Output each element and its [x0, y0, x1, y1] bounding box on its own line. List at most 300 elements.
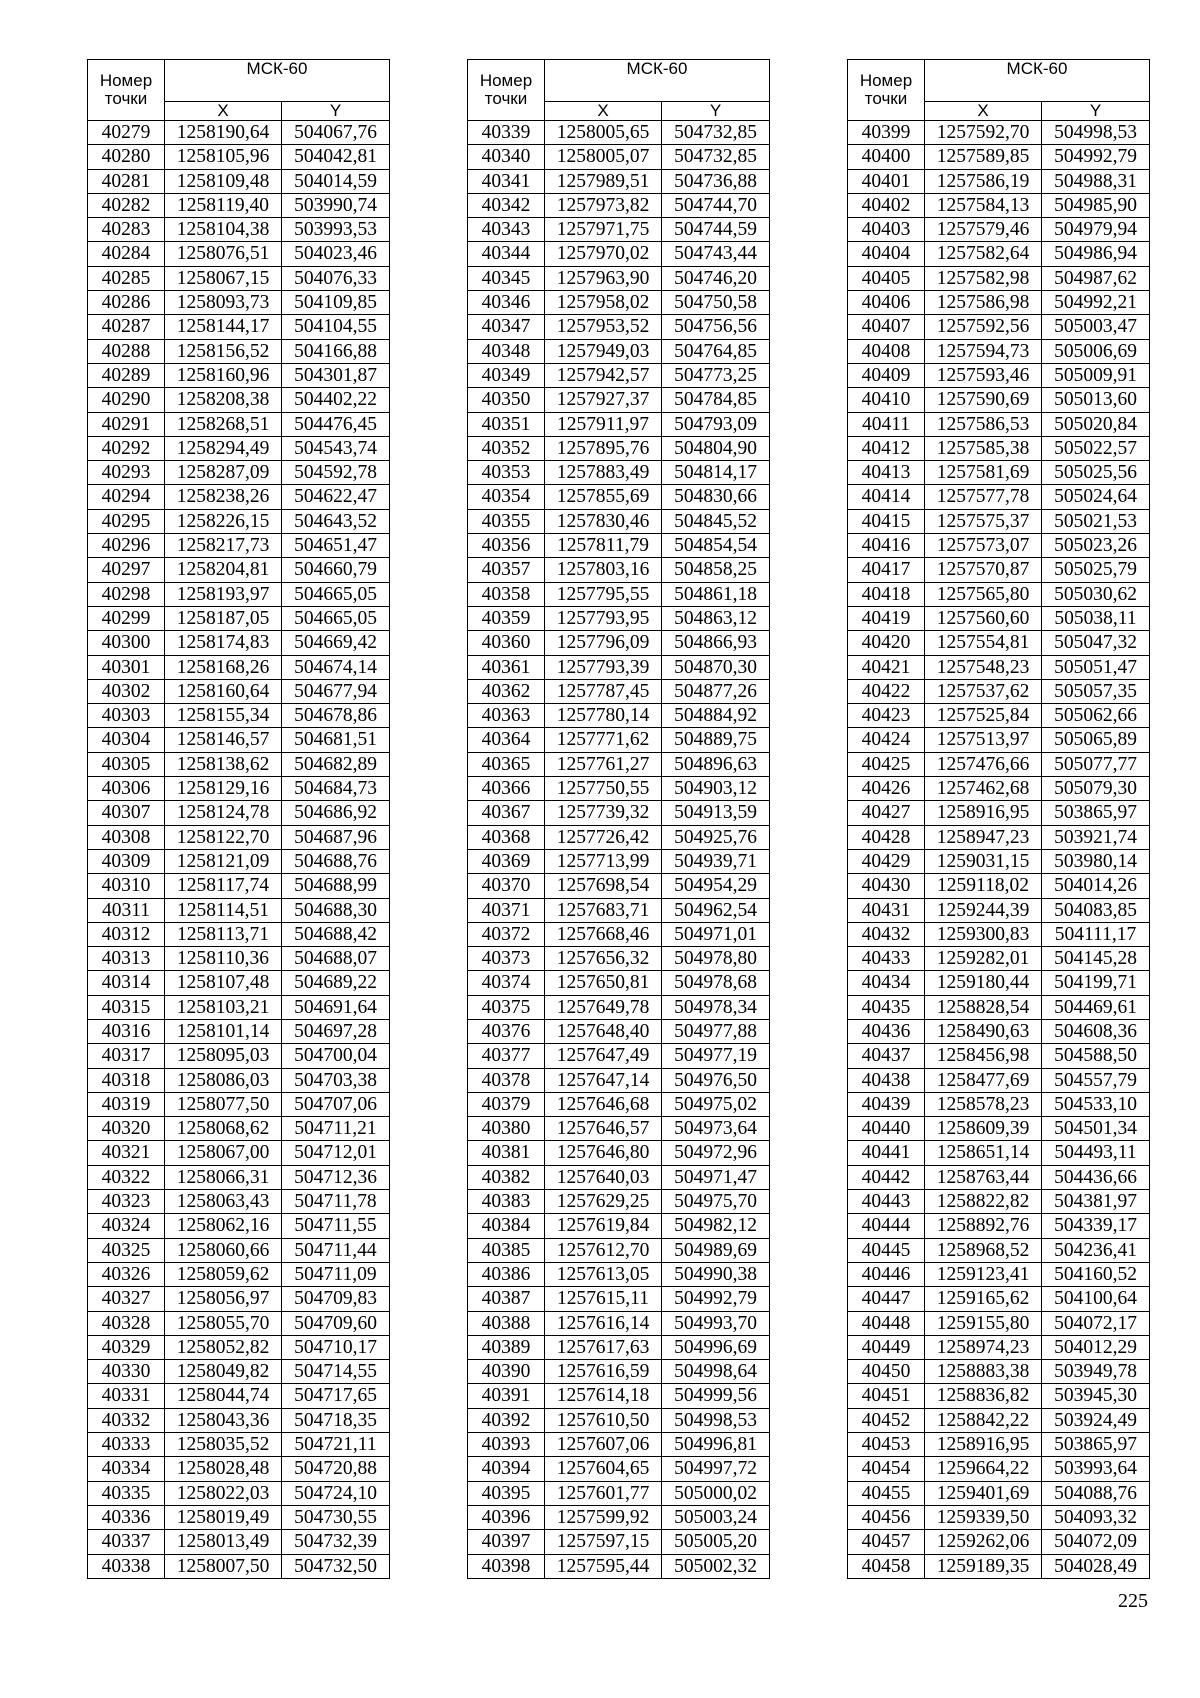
table-row	[848, 777, 1150, 801]
y-coordinate-cell: 504861,18	[662, 582, 770, 606]
y-coordinate-cell: 504736,88	[662, 169, 770, 193]
point-number-cell: 40376	[468, 1019, 545, 1043]
point-number-cell: 40383	[468, 1190, 545, 1214]
table-row	[88, 315, 390, 339]
x-coordinate-cell: 1258093,73	[165, 291, 282, 315]
point-number-cell: 40416	[848, 534, 925, 558]
table-row	[848, 631, 1150, 655]
y-coordinate-cell: 504998,64	[662, 1360, 770, 1384]
x-coordinate-cell: 1259300,83	[925, 922, 1042, 946]
table-row	[88, 193, 390, 217]
point-number-cell: 40309	[88, 849, 165, 873]
point-number-cell: 40386	[468, 1262, 545, 1286]
point-number-cell: 40360	[468, 631, 545, 655]
table-row	[468, 436, 770, 460]
table-row	[848, 1505, 1150, 1529]
point-number-cell: 40280	[88, 145, 165, 169]
table-row	[88, 266, 390, 290]
table-row	[88, 1044, 390, 1068]
y-coordinate-cell: 503921,74	[1042, 825, 1150, 849]
x-coordinate-cell: 1257855,69	[545, 485, 662, 509]
x-coordinate-cell: 1257586,19	[925, 169, 1042, 193]
x-coordinate-cell: 1258208,38	[165, 388, 282, 412]
point-number-cell: 40338	[88, 1554, 165, 1578]
point-number-cell: 40397	[468, 1530, 545, 1554]
y-coordinate-cell: 504622,47	[282, 485, 390, 509]
y-coordinate-cell: 504042,81	[282, 145, 390, 169]
table-row	[848, 1554, 1150, 1578]
y-coordinate-cell: 504088,76	[1042, 1481, 1150, 1505]
table-row	[468, 534, 770, 558]
table-row	[468, 874, 770, 898]
table-row	[468, 509, 770, 533]
point-number-cell: 40299	[88, 606, 165, 630]
x-coordinate-cell: 1258076,51	[165, 242, 282, 266]
y-coordinate-cell: 504913,59	[662, 801, 770, 825]
table-row	[88, 728, 390, 752]
point-number-cell: 40450	[848, 1360, 925, 1384]
y-coordinate-cell: 504990,38	[662, 1262, 770, 1286]
x-coordinate-cell: 1258005,07	[545, 145, 662, 169]
y-coordinate-cell: 504992,79	[1042, 145, 1150, 169]
x-coordinate-cell: 1257646,80	[545, 1141, 662, 1165]
point-number-cell: 40327	[88, 1287, 165, 1311]
y-column-header: Y	[282, 102, 390, 121]
point-number-cell: 40321	[88, 1141, 165, 1165]
table-row	[468, 631, 770, 655]
x-coordinate-cell: 1257525,84	[925, 704, 1042, 728]
table-row	[88, 1360, 390, 1384]
table-row	[88, 1481, 390, 1505]
point-number-cell: 40419	[848, 606, 925, 630]
point-number-cell: 40410	[848, 388, 925, 412]
y-coordinate-cell: 504998,53	[1042, 121, 1150, 145]
x-coordinate-cell: 1257942,57	[545, 363, 662, 387]
x-coordinate-cell: 1258477,69	[925, 1068, 1042, 1092]
x-coordinate-cell: 1257610,50	[545, 1408, 662, 1432]
y-coordinate-cell: 504660,79	[282, 558, 390, 582]
x-coordinate-cell: 1257619,84	[545, 1214, 662, 1238]
point-number-cell: 40441	[848, 1141, 925, 1165]
y-coordinate-cell: 504730,55	[282, 1505, 390, 1529]
y-coordinate-cell: 504973,64	[662, 1117, 770, 1141]
table-row	[88, 363, 390, 387]
x-coordinate-cell: 1258294,49	[165, 436, 282, 460]
y-coordinate-cell: 504067,76	[282, 121, 390, 145]
table-row	[848, 1214, 1150, 1238]
x-coordinate-cell: 1257649,78	[545, 995, 662, 1019]
point-number-cell: 40320	[88, 1117, 165, 1141]
x-coordinate-cell: 1258156,52	[165, 339, 282, 363]
y-coordinate-cell: 504697,28	[282, 1019, 390, 1043]
point-number-cell: 40404	[848, 242, 925, 266]
table-row	[468, 1019, 770, 1043]
table-row	[848, 1287, 1150, 1311]
table-row	[88, 145, 390, 169]
table-row	[468, 485, 770, 509]
table-row	[468, 922, 770, 946]
x-coordinate-cell: 1257646,68	[545, 1092, 662, 1116]
table-row	[848, 801, 1150, 825]
x-coordinate-cell: 1258028,48	[165, 1457, 282, 1481]
table-row	[468, 218, 770, 242]
y-coordinate-cell: 504199,71	[1042, 971, 1150, 995]
y-coordinate-cell: 504877,26	[662, 679, 770, 703]
table-row	[468, 1360, 770, 1384]
y-coordinate-cell: 504744,59	[662, 218, 770, 242]
x-coordinate-cell: 1257629,25	[545, 1190, 662, 1214]
x-coordinate-cell: 1257793,39	[545, 655, 662, 679]
point-number-cell: 40427	[848, 801, 925, 825]
point-number-cell: 40393	[468, 1433, 545, 1457]
x-coordinate-cell: 1258193,97	[165, 582, 282, 606]
point-number-cell: 40301	[88, 655, 165, 679]
point-number-cell: 40417	[848, 558, 925, 582]
x-coordinate-cell: 1258828,54	[925, 995, 1042, 1019]
point-number-cell: 40325	[88, 1238, 165, 1262]
x-coordinate-cell: 1257462,68	[925, 777, 1042, 801]
table-row	[468, 1044, 770, 1068]
y-coordinate-cell: 504996,81	[662, 1433, 770, 1457]
point-number-cell: 40421	[848, 655, 925, 679]
table-row	[848, 825, 1150, 849]
x-coordinate-cell: 1257570,87	[925, 558, 1042, 582]
point-number-cell: 40379	[468, 1092, 545, 1116]
table-row	[468, 1408, 770, 1432]
y-coordinate-cell: 504533,10	[1042, 1092, 1150, 1116]
table-row	[468, 606, 770, 630]
point-number-cell: 40414	[848, 485, 925, 509]
table-row	[88, 679, 390, 703]
table-row	[88, 849, 390, 873]
x-coordinate-cell: 1258129,16	[165, 777, 282, 801]
y-coordinate-cell: 504743,44	[662, 242, 770, 266]
table-row	[468, 1311, 770, 1335]
table-row	[468, 242, 770, 266]
y-coordinate-cell: 505022,57	[1042, 436, 1150, 460]
x-coordinate-cell: 1257668,46	[545, 922, 662, 946]
x-coordinate-cell: 1259664,22	[925, 1457, 1042, 1481]
point-number-cell: 40391	[468, 1384, 545, 1408]
table-row	[468, 169, 770, 193]
table-row	[848, 1165, 1150, 1189]
table-row	[848, 218, 1150, 242]
table-row	[468, 582, 770, 606]
x-coordinate-cell: 1258055,70	[165, 1311, 282, 1335]
x-coordinate-cell: 1259282,01	[925, 947, 1042, 971]
y-coordinate-cell: 504681,51	[282, 728, 390, 752]
y-coordinate-cell: 504028,49	[1042, 1554, 1150, 1578]
x-coordinate-cell: 1258063,43	[165, 1190, 282, 1214]
table-row	[88, 461, 390, 485]
x-coordinate-cell: 1257726,42	[545, 825, 662, 849]
x-coordinate-cell: 1257592,70	[925, 121, 1042, 145]
table-row	[848, 1068, 1150, 1092]
y-column-header: Y	[662, 102, 770, 121]
y-coordinate-cell: 504978,68	[662, 971, 770, 995]
point-number-cell: 40401	[848, 169, 925, 193]
table-row	[468, 1165, 770, 1189]
point-number-cell: 40382	[468, 1165, 545, 1189]
point-number-cell: 40381	[468, 1141, 545, 1165]
table-row	[468, 1554, 770, 1578]
y-coordinate-cell: 505003,47	[1042, 315, 1150, 339]
x-coordinate-cell: 1258103,21	[165, 995, 282, 1019]
x-coordinate-cell: 1258124,78	[165, 801, 282, 825]
point-number-cell: 40449	[848, 1335, 925, 1359]
point-number-header: Номер точки	[468, 60, 545, 121]
x-coordinate-cell: 1257586,98	[925, 291, 1042, 315]
table-row	[88, 218, 390, 242]
x-coordinate-cell: 1257601,77	[545, 1481, 662, 1505]
y-coordinate-cell: 504903,12	[662, 777, 770, 801]
point-number-cell: 40291	[88, 412, 165, 436]
x-coordinate-cell: 1259244,39	[925, 898, 1042, 922]
table-row	[88, 1214, 390, 1238]
x-coordinate-cell: 1257616,14	[545, 1311, 662, 1335]
point-number-cell: 40351	[468, 412, 545, 436]
y-coordinate-cell: 504476,45	[282, 412, 390, 436]
table-row	[88, 582, 390, 606]
x-coordinate-cell: 1258044,74	[165, 1384, 282, 1408]
y-coordinate-cell: 504688,42	[282, 922, 390, 946]
point-number-cell: 40335	[88, 1481, 165, 1505]
table-row	[468, 1287, 770, 1311]
x-coordinate-cell: 1258968,52	[925, 1238, 1042, 1262]
y-coordinate-cell: 504557,79	[1042, 1068, 1150, 1092]
x-column-header: X	[165, 102, 282, 121]
x-coordinate-cell: 1258007,50	[165, 1554, 282, 1578]
x-coordinate-cell: 1257594,73	[925, 339, 1042, 363]
x-coordinate-cell: 1257616,59	[545, 1360, 662, 1384]
table-row	[468, 193, 770, 217]
table-row	[88, 1408, 390, 1432]
point-number-cell: 40439	[848, 1092, 925, 1116]
y-coordinate-cell: 504732,85	[662, 121, 770, 145]
x-coordinate-cell: 1257650,81	[545, 971, 662, 995]
table-row	[848, 1311, 1150, 1335]
point-number-cell: 40285	[88, 266, 165, 290]
coordinates-table-3	[847, 59, 1150, 1579]
point-number-cell: 40380	[468, 1117, 545, 1141]
table-row	[468, 1092, 770, 1116]
point-number-cell: 40308	[88, 825, 165, 849]
x-coordinate-cell: 1257811,79	[545, 534, 662, 558]
table-row	[468, 825, 770, 849]
table-row	[88, 1165, 390, 1189]
x-coordinate-cell: 1257560,60	[925, 606, 1042, 630]
x-coordinate-cell: 1258022,03	[165, 1481, 282, 1505]
x-coordinate-cell: 1258226,15	[165, 509, 282, 533]
table-row	[468, 1214, 770, 1238]
x-coordinate-cell: 1257796,09	[545, 631, 662, 655]
table-row	[88, 655, 390, 679]
point-number-cell: 40423	[848, 704, 925, 728]
y-coordinate-cell: 504863,12	[662, 606, 770, 630]
table-row	[468, 291, 770, 315]
y-coordinate-cell: 504688,30	[282, 898, 390, 922]
y-coordinate-cell: 505013,60	[1042, 388, 1150, 412]
point-number-cell: 40316	[88, 1019, 165, 1043]
point-number-cell: 40281	[88, 169, 165, 193]
point-number-cell: 40394	[468, 1457, 545, 1481]
point-number-cell: 40283	[88, 218, 165, 242]
point-number-cell: 40442	[848, 1165, 925, 1189]
y-coordinate-cell: 504689,22	[282, 971, 390, 995]
point-number-cell: 40438	[848, 1068, 925, 1092]
x-coordinate-cell: 1258287,09	[165, 461, 282, 485]
x-column-header: X	[545, 102, 662, 121]
table-row	[848, 874, 1150, 898]
x-coordinate-cell: 1257612,70	[545, 1238, 662, 1262]
table-row	[468, 145, 770, 169]
point-number-cell: 40296	[88, 534, 165, 558]
x-coordinate-cell: 1258268,51	[165, 412, 282, 436]
y-coordinate-cell: 504971,47	[662, 1165, 770, 1189]
x-coordinate-cell: 1258146,57	[165, 728, 282, 752]
table-row	[848, 704, 1150, 728]
point-number-cell: 40368	[468, 825, 545, 849]
table-row	[88, 388, 390, 412]
table-row	[848, 1044, 1150, 1068]
x-coordinate-cell: 1257577,78	[925, 485, 1042, 509]
x-coordinate-cell: 1257617,63	[545, 1335, 662, 1359]
point-number-cell: 40310	[88, 874, 165, 898]
x-coordinate-cell: 1258217,73	[165, 534, 282, 558]
y-coordinate-cell: 504703,38	[282, 1068, 390, 1092]
point-number-cell: 40457	[848, 1530, 925, 1554]
point-number-cell: 40384	[468, 1214, 545, 1238]
point-number-cell: 40412	[848, 436, 925, 460]
y-coordinate-cell: 504104,55	[282, 315, 390, 339]
table-row	[88, 1068, 390, 1092]
table-row	[88, 1554, 390, 1578]
table-row	[468, 752, 770, 776]
table-row	[468, 315, 770, 339]
x-coordinate-cell: 1257613,05	[545, 1262, 662, 1286]
y-coordinate-cell: 504608,36	[1042, 1019, 1150, 1043]
y-coordinate-cell: 504845,52	[662, 509, 770, 533]
point-number-cell: 40303	[88, 704, 165, 728]
x-coordinate-cell: 1257771,62	[545, 728, 662, 752]
table-row	[848, 849, 1150, 873]
point-number-cell: 40387	[468, 1287, 545, 1311]
x-coordinate-cell: 1258101,14	[165, 1019, 282, 1043]
point-number-cell: 40341	[468, 169, 545, 193]
point-number-cell: 40312	[88, 922, 165, 946]
table-row	[848, 1530, 1150, 1554]
table-row	[88, 242, 390, 266]
y-coordinate-cell: 504854,54	[662, 534, 770, 558]
point-number-cell: 40358	[468, 582, 545, 606]
y-coordinate-cell: 504677,94	[282, 679, 390, 703]
table-row	[848, 728, 1150, 752]
table-row	[88, 1311, 390, 1335]
y-coordinate-cell: 504978,34	[662, 995, 770, 1019]
table-row	[88, 777, 390, 801]
y-coordinate-cell: 504997,72	[662, 1457, 770, 1481]
point-number-cell: 40302	[88, 679, 165, 703]
y-coordinate-cell: 504756,56	[662, 315, 770, 339]
x-coordinate-cell: 1257958,02	[545, 291, 662, 315]
x-coordinate-cell: 1257615,11	[545, 1287, 662, 1311]
x-coordinate-cell: 1258168,26	[165, 655, 282, 679]
coordinate-system-header: МСК-60	[165, 60, 390, 102]
x-coordinate-cell: 1259189,35	[925, 1554, 1042, 1578]
y-coordinate-cell: 504784,85	[662, 388, 770, 412]
y-coordinate-cell: 505020,84	[1042, 412, 1150, 436]
y-coordinate-cell: 504469,61	[1042, 995, 1150, 1019]
point-number-cell: 40424	[848, 728, 925, 752]
table-row	[468, 1384, 770, 1408]
y-coordinate-cell: 504665,05	[282, 582, 390, 606]
point-number-cell: 40317	[88, 1044, 165, 1068]
table-row	[848, 339, 1150, 363]
point-number-cell: 40372	[468, 922, 545, 946]
point-number-cell: 40318	[88, 1068, 165, 1092]
y-coordinate-cell: 505003,24	[662, 1505, 770, 1529]
point-number-cell: 40345	[468, 266, 545, 290]
table-row	[468, 266, 770, 290]
point-number-cell: 40446	[848, 1262, 925, 1286]
table-body	[88, 121, 390, 1579]
table-row	[848, 412, 1150, 436]
y-coordinate-cell: 505009,91	[1042, 363, 1150, 387]
y-coordinate-cell: 504381,97	[1042, 1190, 1150, 1214]
y-coordinate-cell: 504014,59	[282, 169, 390, 193]
table-row	[848, 947, 1150, 971]
y-coordinate-cell: 504669,42	[282, 631, 390, 655]
x-coordinate-cell: 1258144,17	[165, 315, 282, 339]
point-number-cell: 40405	[848, 266, 925, 290]
table-row	[88, 412, 390, 436]
table-row	[848, 145, 1150, 169]
table-row	[88, 485, 390, 509]
point-number-cell: 40295	[88, 509, 165, 533]
table-row	[848, 1019, 1150, 1043]
coordinates-table-1	[87, 59, 390, 1579]
x-coordinate-cell: 1257579,46	[925, 218, 1042, 242]
point-number-cell: 40330	[88, 1360, 165, 1384]
y-coordinate-cell: 504773,25	[662, 363, 770, 387]
y-coordinate-cell: 504750,58	[662, 291, 770, 315]
x-coordinate-cell: 1257595,44	[545, 1554, 662, 1578]
table-row	[468, 679, 770, 703]
x-coordinate-cell: 1258105,96	[165, 145, 282, 169]
y-coordinate-cell: 504023,46	[282, 242, 390, 266]
x-coordinate-cell: 1258138,62	[165, 752, 282, 776]
y-coordinate-cell: 504072,09	[1042, 1530, 1150, 1554]
point-number-cell: 40307	[88, 801, 165, 825]
x-coordinate-cell: 1257581,69	[925, 461, 1042, 485]
y-coordinate-cell: 504732,50	[282, 1554, 390, 1578]
table-row	[848, 1360, 1150, 1384]
point-number-cell: 40359	[468, 606, 545, 630]
table-row	[848, 242, 1150, 266]
x-coordinate-cell: 1257713,99	[545, 849, 662, 873]
point-number-cell: 40426	[848, 777, 925, 801]
y-coordinate-cell: 504971,01	[662, 922, 770, 946]
y-coordinate-cell: 504996,69	[662, 1335, 770, 1359]
y-coordinate-cell: 504236,41	[1042, 1238, 1150, 1262]
point-number-cell: 40353	[468, 461, 545, 485]
table-row	[468, 363, 770, 387]
point-number-cell: 40445	[848, 1238, 925, 1262]
table-row	[468, 1068, 770, 1092]
y-coordinate-cell: 504992,21	[1042, 291, 1150, 315]
x-coordinate-cell: 1258066,31	[165, 1165, 282, 1189]
y-coordinate-cell: 504954,29	[662, 874, 770, 898]
